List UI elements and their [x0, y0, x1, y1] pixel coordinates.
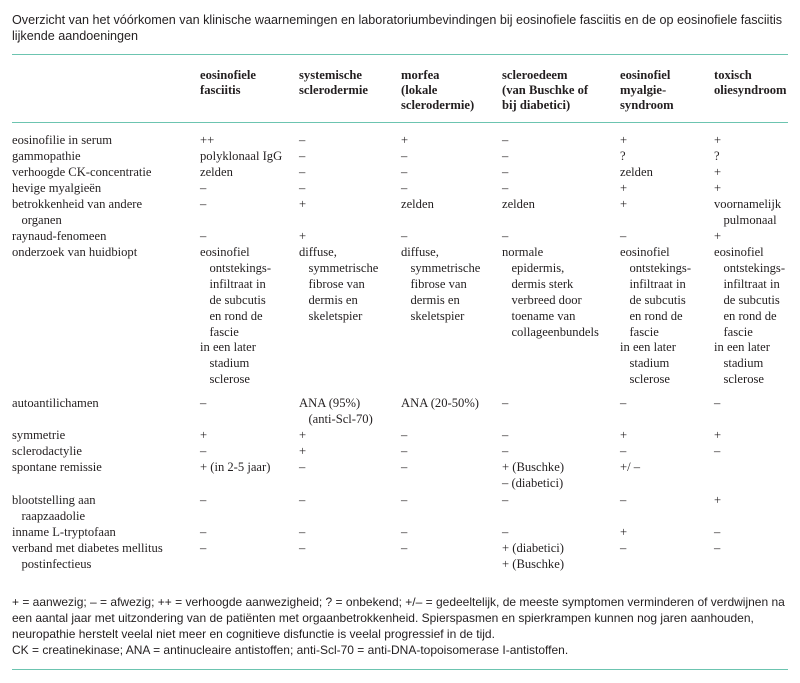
table-cell: + (Buschke) – (diabetici) — [502, 460, 565, 490]
table-cell: – — [401, 149, 408, 163]
table-cell: + — [714, 229, 722, 243]
column-header-eosinofiel-myalgiesyndroom: eosinofiel myalgie- syndroom — [620, 68, 674, 112]
row-label: onderzoek van huidbiopt — [12, 245, 138, 259]
row-label: symmetrie — [12, 428, 66, 442]
table-cell: diffuse, symmetrische fibrose van dermis en skeletspier — [299, 245, 379, 323]
row-label: verband met diabetes mellitus postinfectieus — [12, 541, 163, 571]
table-cell: ANA (95%) (anti-Scl-70) — [299, 396, 373, 426]
table-cell: ? — [620, 149, 626, 163]
table-cell: normale epidermis, dermis sterk verbreed door toename van collageenbundels — [502, 245, 599, 339]
table-cell: – — [502, 493, 509, 507]
table-cell: polyklonaal IgG — [200, 149, 283, 163]
table-cell: + — [714, 428, 722, 442]
bottom-rule — [12, 669, 788, 670]
top-rule — [12, 54, 788, 55]
table-cell: – — [714, 396, 721, 410]
table-cell: +/ – — [620, 460, 641, 474]
table-cell: – — [502, 396, 509, 410]
table-cell: + — [714, 493, 722, 507]
table-cell: – — [299, 525, 306, 539]
table-cell: + — [200, 428, 208, 442]
table-cell: – — [200, 229, 207, 243]
row-label: spontane remissie — [12, 460, 102, 474]
table-cell: + — [299, 197, 307, 211]
table-cell: + — [620, 428, 628, 442]
row-label: eosinofilie in serum — [12, 133, 113, 147]
table-cell: diffuse, symmetrische fibrose van dermis en skeletspier — [401, 245, 481, 323]
row-label: verhoogde CK-concentratie — [12, 165, 152, 179]
row-label: sclerodactylie — [12, 444, 82, 458]
column-header-eosinofiele-fasciitis: eosinofiele fasciitis — [200, 68, 256, 97]
table-cell: – — [200, 396, 207, 410]
table-cell: + — [714, 133, 722, 147]
table-cell: – — [401, 525, 408, 539]
row-label: gammopathie — [12, 149, 81, 163]
table-cell: – — [502, 428, 509, 442]
table-cell: – — [620, 444, 627, 458]
table-figure — [12, 0, 788, 683]
table-cell: + — [620, 525, 628, 539]
table-caption: Overzicht van het vóórkomen van klinische waarnemingen en laboratoriumbevindingen bij eosinofiele fasciitis en de op eosinofiele fasciitis lijkende aandoeningen — [12, 13, 783, 43]
table-cell: eosinofiel ontstekings- infiltraat in de subcutis en rond de fascie in een later stadium sclerose — [620, 245, 692, 387]
table-cell: zelden — [620, 165, 653, 179]
table-cell: – — [299, 541, 306, 555]
table-cell: – — [502, 165, 509, 179]
table-cell: – — [502, 525, 509, 539]
column-header-scleroedeem: scleroedeem (van Buschke of bij diabetici) — [502, 68, 589, 112]
table-cell: – — [401, 460, 408, 474]
table-cell: + — [299, 428, 307, 442]
table-cell: eosinofiel ontstekings- infiltraat in de subcutis en rond de fascie in een later stadium sclerose — [714, 245, 786, 387]
table-cell: – — [200, 493, 207, 507]
table-cell: – — [714, 444, 721, 458]
abbreviation-note: CK = creatinekinase; ANA = antinucleaire antistoffen; anti-Scl-70 = anti-DNA-topoisomerase I-antistoffen. — [12, 643, 569, 657]
row-label: inname L-tryptofaan — [12, 525, 116, 539]
table-cell: – — [401, 181, 408, 195]
table-notes — [12, 594, 788, 658]
table-cell: – — [620, 541, 627, 555]
table-cell: – — [502, 444, 509, 458]
row-label: autoantilichamen — [12, 396, 99, 410]
table-cell: – — [200, 541, 207, 555]
table-cell: – — [200, 525, 207, 539]
table-cell: – — [200, 197, 207, 211]
header-rule — [12, 122, 788, 123]
table-cell: – — [502, 149, 509, 163]
table-cell: + (diabetici) + (Buschke) — [502, 541, 565, 571]
table-cell: – — [502, 133, 509, 147]
table-cell: – — [299, 149, 306, 163]
table-cell: + — [714, 181, 722, 195]
table-cell: + — [620, 197, 628, 211]
table-cell: – — [401, 428, 408, 442]
table-cell: eosinofiel ontstekings- infiltraat in de subcutis en rond de fascie in een later stadium sclerose — [200, 245, 272, 387]
row-label: blootstelling aan raapzaadolie — [12, 493, 96, 523]
table-cell: + (in 2-5 jaar) — [200, 460, 271, 474]
legend-note: + = aanwezig; – = afwezig; ++ = verhoogde aanwezigheid; ? = onbekend; +/– = gedeeltelijk, de meeste symptomen verminderen of verdwijnen na een aantal jaar met uitzondering van de patiënten met orgaanbetrokkenheid. Spierspasmen en spierkrampen kunnen nog jaren aanhouden, neuropathie herstelt veelal niet meer en cognitieve disfunctie is veelal progressief in de tijd. — [12, 595, 785, 641]
table-cell: voornamelijk pulmonaal — [714, 197, 782, 227]
table-cell: ++ — [200, 133, 215, 147]
table-cell: zelden — [401, 197, 434, 211]
table-cell: + — [620, 133, 628, 147]
table-cell: – — [502, 229, 509, 243]
table-cell: – — [299, 181, 306, 195]
row-label: betrokkenheid van andere organen — [12, 197, 143, 227]
table-cell: + — [299, 229, 307, 243]
row-label: hevige myalgieën — [12, 181, 102, 195]
table-cell: – — [401, 165, 408, 179]
table-cell: – — [401, 229, 408, 243]
table-cell: – — [200, 181, 207, 195]
table-cell: + — [620, 181, 628, 195]
column-header-morfea: morfea (lokale sclerodermie) — [401, 68, 475, 112]
table-cell: – — [714, 541, 721, 555]
table-cell: zelden — [200, 165, 233, 179]
table-cell: – — [620, 229, 627, 243]
row-label: raynaud-fenomeen — [12, 229, 107, 243]
table-cell: – — [299, 460, 306, 474]
table-cell: – — [620, 396, 627, 410]
table-cell: + — [401, 133, 409, 147]
table-cell: – — [299, 133, 306, 147]
table-cell: – — [299, 165, 306, 179]
column-header-systemische-sclerodermie: systemische sclerodermie — [299, 68, 369, 97]
table-cell: zelden — [502, 197, 535, 211]
table-cell: + — [714, 165, 722, 179]
table-cell: – — [401, 541, 408, 555]
table-cell: – — [200, 444, 207, 458]
table-cell: + — [299, 444, 307, 458]
table-cell: ANA (20-50%) — [401, 396, 479, 410]
table-cell: – — [502, 181, 509, 195]
table-cell: ? — [714, 149, 720, 163]
table-cell: – — [401, 444, 408, 458]
table-cell: – — [620, 493, 627, 507]
table-cell: – — [714, 525, 721, 539]
table-cell: – — [299, 493, 306, 507]
column-header-toxisch-oliesyndroom: toxisch oliesyndroom — [714, 68, 787, 97]
table-cell: – — [401, 493, 408, 507]
